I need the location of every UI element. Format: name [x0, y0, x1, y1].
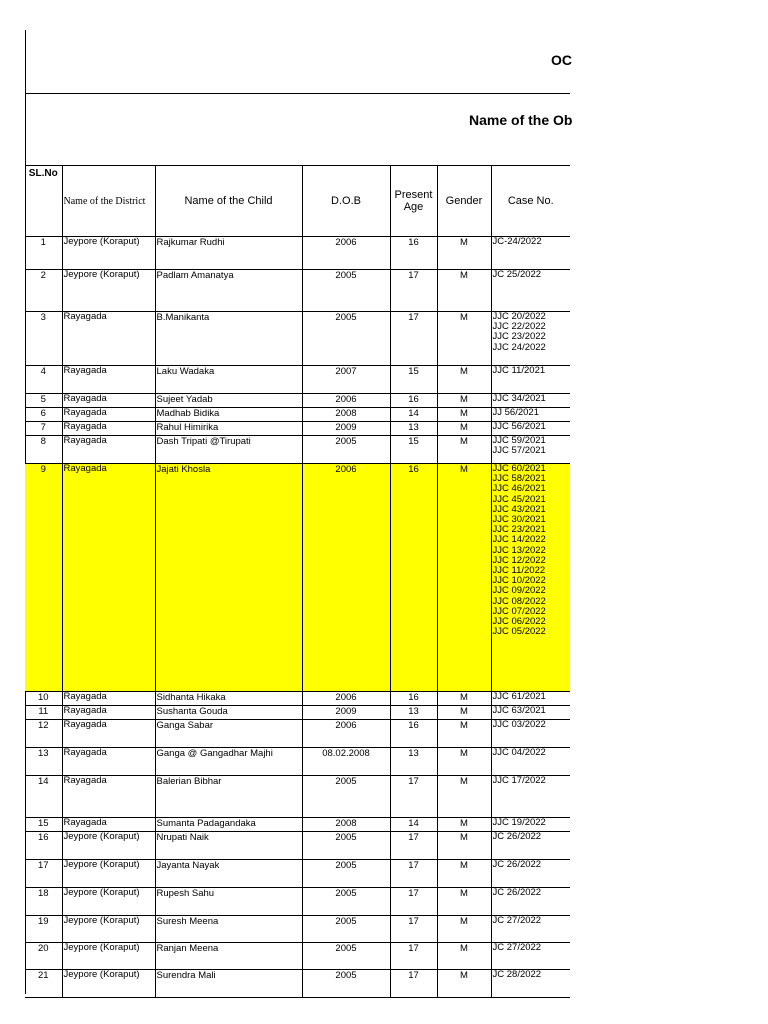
cell-sl: 18	[25, 888, 62, 916]
cell-gender: M	[437, 706, 491, 720]
cell-child: Sumanta Padagandaka	[155, 818, 302, 832]
cell-dob: 2006	[302, 720, 390, 748]
case-number: JJC 04/2022	[492, 747, 546, 758]
cell-case	[491, 436, 570, 464]
cell-case	[491, 237, 570, 270]
cell-gender: M	[437, 860, 491, 888]
case-number: JJC 12/2022	[492, 554, 546, 566]
cell-age: 16	[390, 394, 437, 408]
cell-district: Rayagada	[62, 312, 155, 366]
cell-gender: M	[437, 422, 491, 436]
cell-dob: 2006	[302, 237, 390, 270]
table-row	[25, 748, 570, 776]
cell-child: Rupesh Sahu	[155, 888, 302, 916]
cell-gender: M	[437, 464, 491, 692]
cell-district: Rayagada	[62, 464, 155, 692]
cell-sl: 19	[25, 916, 62, 943]
case-number: JJC 46/2021	[492, 483, 546, 495]
cell-dob: 2006	[302, 394, 390, 408]
cell-gender: M	[437, 888, 491, 916]
cell-district: Rayagada	[62, 436, 155, 464]
case-number: JJC 24/2022	[492, 341, 546, 353]
case-number: JJC 03/2022	[492, 719, 546, 730]
case-number: JJC 56/2021	[492, 421, 546, 432]
table-row	[25, 860, 570, 888]
cell-child: Nrupati Naik	[155, 832, 302, 860]
cell-age: 16	[390, 692, 437, 706]
col-header-district: Name of the District	[62, 166, 155, 237]
case-number: JJC 23/2021	[492, 524, 546, 536]
case-number: JC 27/2022	[492, 942, 542, 953]
cell-age: 17	[390, 270, 437, 312]
cell-case	[491, 748, 570, 776]
table-row	[25, 408, 570, 422]
cell-sl: 3	[25, 312, 62, 366]
case-number: JJC 08/2022	[492, 595, 546, 607]
children-table	[25, 165, 570, 998]
cell-case	[491, 312, 570, 366]
table-row	[25, 464, 570, 692]
cell-district: Jeypore (Koraput)	[62, 270, 155, 312]
cell-dob: 2007	[302, 366, 390, 394]
cell-age: 13	[390, 706, 437, 720]
table-row	[25, 776, 570, 818]
case-number: JJ 56/2021	[492, 407, 539, 418]
cell-gender: M	[437, 312, 491, 366]
case-number: JJC 45/2021	[492, 493, 546, 505]
sheet-title: OC	[551, 52, 572, 68]
case-number: JJC 59/2021	[492, 435, 546, 446]
cell-age: 14	[390, 408, 437, 422]
cell-dob: 2005	[302, 860, 390, 888]
case-number: JJC 20/2022	[492, 311, 546, 322]
cell-child: Sushanta Gouda	[155, 706, 302, 720]
cell-sl: 6	[25, 408, 62, 422]
col-header-dob: D.O.B	[302, 166, 390, 237]
cell-sl: 2	[25, 270, 62, 312]
cell-dob: 2005	[302, 832, 390, 860]
cell-sl: 14	[25, 776, 62, 818]
table-row	[25, 916, 570, 943]
cell-dob: 2005	[302, 436, 390, 464]
cell-dob: 2005	[302, 916, 390, 943]
col-header-sl: SL.No	[25, 166, 62, 237]
cell-district: Jeypore (Koraput)	[62, 888, 155, 916]
cell-child: Madhab Bidika	[155, 408, 302, 422]
cell-dob: 2006	[302, 692, 390, 706]
cell-dob: 2005	[302, 888, 390, 916]
cell-child: Balerian Bibhar	[155, 776, 302, 818]
cell-district: Rayagada	[62, 422, 155, 436]
case-number: JC 26/2022	[492, 887, 542, 898]
case-number: JJC 07/2022	[492, 605, 546, 617]
cell-case	[491, 408, 570, 422]
cell-district: Rayagada	[62, 394, 155, 408]
cell-gender: M	[437, 916, 491, 943]
cell-dob: 2008	[302, 408, 390, 422]
case-number: JJC 58/2021	[492, 473, 546, 485]
col-header-age: Present Age	[390, 166, 437, 237]
cell-child: Ganga @ Gangadhar Majhi	[155, 748, 302, 776]
case-number: JC 28/2022	[492, 969, 542, 980]
cell-case	[491, 464, 570, 692]
cell-case	[491, 888, 570, 916]
cell-age: 16	[390, 464, 437, 692]
cell-age: 16	[390, 237, 437, 270]
case-number: JJC 17/2022	[492, 775, 546, 786]
cell-dob: 2006	[302, 464, 390, 692]
case-number: JJC 11/2022	[492, 565, 546, 577]
cell-gender: M	[437, 366, 491, 394]
header-divider	[25, 93, 570, 94]
cell-sl: 16	[25, 832, 62, 860]
cell-age: 15	[390, 436, 437, 464]
col-header-gender: Gender	[437, 166, 491, 237]
case-number: JJC 30/2021	[492, 514, 546, 526]
table-row	[25, 692, 570, 706]
cell-case	[491, 970, 570, 998]
table-body	[25, 237, 570, 998]
cell-sl: 7	[25, 422, 62, 436]
cell-dob: 2008	[302, 818, 390, 832]
cell-age: 17	[390, 916, 437, 943]
cell-age: 17	[390, 312, 437, 366]
cell-district: Rayagada	[62, 408, 155, 422]
table-row	[25, 312, 570, 366]
case-number: JJC 09/2022	[492, 585, 546, 597]
cell-child: Dash Tripati @Tirupati	[155, 436, 302, 464]
cell-case	[491, 818, 570, 832]
table-row	[25, 270, 570, 312]
cell-case	[491, 706, 570, 720]
case-number: JJC 34/2021	[492, 393, 546, 404]
cell-sl: 1	[25, 237, 62, 270]
cell-gender: M	[437, 818, 491, 832]
cell-gender: M	[437, 720, 491, 748]
cell-child: B.Manikanta	[155, 312, 302, 366]
case-number: JJC 63/2021	[492, 705, 546, 716]
case-number: JJC 19/2022	[492, 817, 546, 828]
cell-case	[491, 270, 570, 312]
cell-child: Ganga Sabar	[155, 720, 302, 748]
case-number: JJC 57/2021	[492, 445, 546, 457]
cell-age: 13	[390, 748, 437, 776]
cell-child: Surendra Mali	[155, 970, 302, 998]
cell-gender: M	[437, 436, 491, 464]
cell-gender: M	[437, 394, 491, 408]
table-row	[25, 237, 570, 270]
table-row	[25, 888, 570, 916]
case-number: JJC 61/2021	[492, 691, 546, 702]
case-number: JJC 11/2021	[492, 365, 546, 376]
cell-dob: 08.02.2008	[302, 748, 390, 776]
case-number: JC 26/2022	[492, 859, 542, 870]
cell-child: Sujeet Yadab	[155, 394, 302, 408]
table-row	[25, 832, 570, 860]
case-number: JJC 13/2022	[492, 544, 546, 556]
case-number: JJC 22/2022	[492, 321, 546, 333]
cell-age: 14	[390, 818, 437, 832]
cell-age: 17	[390, 776, 437, 818]
cell-district: Rayagada	[62, 720, 155, 748]
cell-dob: 2005	[302, 970, 390, 998]
case-number: JC 27/2022	[492, 915, 542, 926]
cell-dob: 2005	[302, 270, 390, 312]
case-number: JJC 10/2022	[492, 575, 546, 587]
cell-dob: 2009	[302, 422, 390, 436]
cell-age: 17	[390, 888, 437, 916]
cell-child: Sidhanta Hikaka	[155, 692, 302, 706]
cell-age: 17	[390, 860, 437, 888]
col-header-child: Name of the Child	[155, 166, 302, 237]
table-row	[25, 706, 570, 720]
cell-child: Padlam Amanatya	[155, 270, 302, 312]
cell-age: 13	[390, 422, 437, 436]
cell-case	[491, 366, 570, 394]
cell-gender: M	[437, 943, 491, 970]
cell-dob: 2009	[302, 706, 390, 720]
cell-district: Jeypore (Koraput)	[62, 970, 155, 998]
cell-case	[491, 776, 570, 818]
cell-gender: M	[437, 776, 491, 818]
cell-case	[491, 422, 570, 436]
cell-gender: M	[437, 237, 491, 270]
cell-sl: 13	[25, 748, 62, 776]
cell-age: 15	[390, 366, 437, 394]
table-header-row	[25, 166, 570, 237]
table-row	[25, 818, 570, 832]
cell-sl: 11	[25, 706, 62, 720]
cell-child: Laku Wadaka	[155, 366, 302, 394]
case-number: JJC 06/2022	[492, 616, 546, 628]
cell-district: Rayagada	[62, 776, 155, 818]
cell-district: Rayagada	[62, 366, 155, 394]
cell-gender: M	[437, 270, 491, 312]
cell-district: Jeypore (Koraput)	[62, 860, 155, 888]
cell-case	[491, 916, 570, 943]
cell-age: 17	[390, 943, 437, 970]
cell-child: Jajati Khosla	[155, 464, 302, 692]
cell-sl: 12	[25, 720, 62, 748]
cell-case	[491, 720, 570, 748]
cell-sl: 9	[25, 464, 62, 692]
cell-sl: 15	[25, 818, 62, 832]
case-number: JC 26/2022	[492, 831, 542, 842]
table-row	[25, 422, 570, 436]
cell-district: Rayagada	[62, 748, 155, 776]
cell-gender: M	[437, 748, 491, 776]
cell-sl: 21	[25, 970, 62, 998]
cell-sl: 5	[25, 394, 62, 408]
case-number: JJC 05/2022	[492, 626, 546, 638]
cell-child: Ranjan Meena	[155, 943, 302, 970]
cell-district: Rayagada	[62, 692, 155, 706]
cell-gender: M	[437, 970, 491, 998]
cell-gender: M	[437, 692, 491, 706]
cell-child: Suresh Meena	[155, 916, 302, 943]
case-number: JJC 43/2021	[492, 503, 546, 515]
case-number: JJC 23/2022	[492, 331, 546, 343]
cell-sl: 8	[25, 436, 62, 464]
case-number: JC-24/2022	[492, 236, 542, 247]
cell-case	[491, 692, 570, 706]
cell-district: Jeypore (Koraput)	[62, 832, 155, 860]
case-number: JC 25/2022	[492, 269, 542, 280]
cell-age: 17	[390, 832, 437, 860]
cell-age: 17	[390, 970, 437, 998]
case-number: JJC 14/2022	[492, 534, 546, 546]
cell-sl: 17	[25, 860, 62, 888]
cell-case	[491, 832, 570, 860]
cell-case	[491, 394, 570, 408]
table-row	[25, 436, 570, 464]
cell-gender: M	[437, 408, 491, 422]
cell-sl: 4	[25, 366, 62, 394]
cell-dob: 2005	[302, 943, 390, 970]
cell-sl: 20	[25, 943, 62, 970]
table-row	[25, 970, 570, 998]
cell-gender: M	[437, 832, 491, 860]
cell-age: 16	[390, 720, 437, 748]
table-row	[25, 394, 570, 408]
cell-district: Jeypore (Koraput)	[62, 943, 155, 970]
cell-district: Jeypore (Koraput)	[62, 237, 155, 270]
cell-child: Jayanta Nayak	[155, 860, 302, 888]
cell-sl: 10	[25, 692, 62, 706]
cell-district: Rayagada	[62, 818, 155, 832]
cell-dob: 2005	[302, 776, 390, 818]
table-row	[25, 720, 570, 748]
col-header-case: Case No.	[491, 166, 570, 237]
case-number: JJC 60/2021	[492, 463, 546, 474]
sheet-subtitle: Name of the Ob	[469, 112, 573, 128]
cell-dob: 2005	[302, 312, 390, 366]
cell-district: Jeypore (Koraput)	[62, 916, 155, 943]
cell-case	[491, 860, 570, 888]
cell-case	[491, 943, 570, 970]
cell-child: Rajkumar Rudhi	[155, 237, 302, 270]
cell-child: Rahul Himirika	[155, 422, 302, 436]
cell-district: Rayagada	[62, 706, 155, 720]
table-row	[25, 943, 570, 970]
table-row	[25, 366, 570, 394]
